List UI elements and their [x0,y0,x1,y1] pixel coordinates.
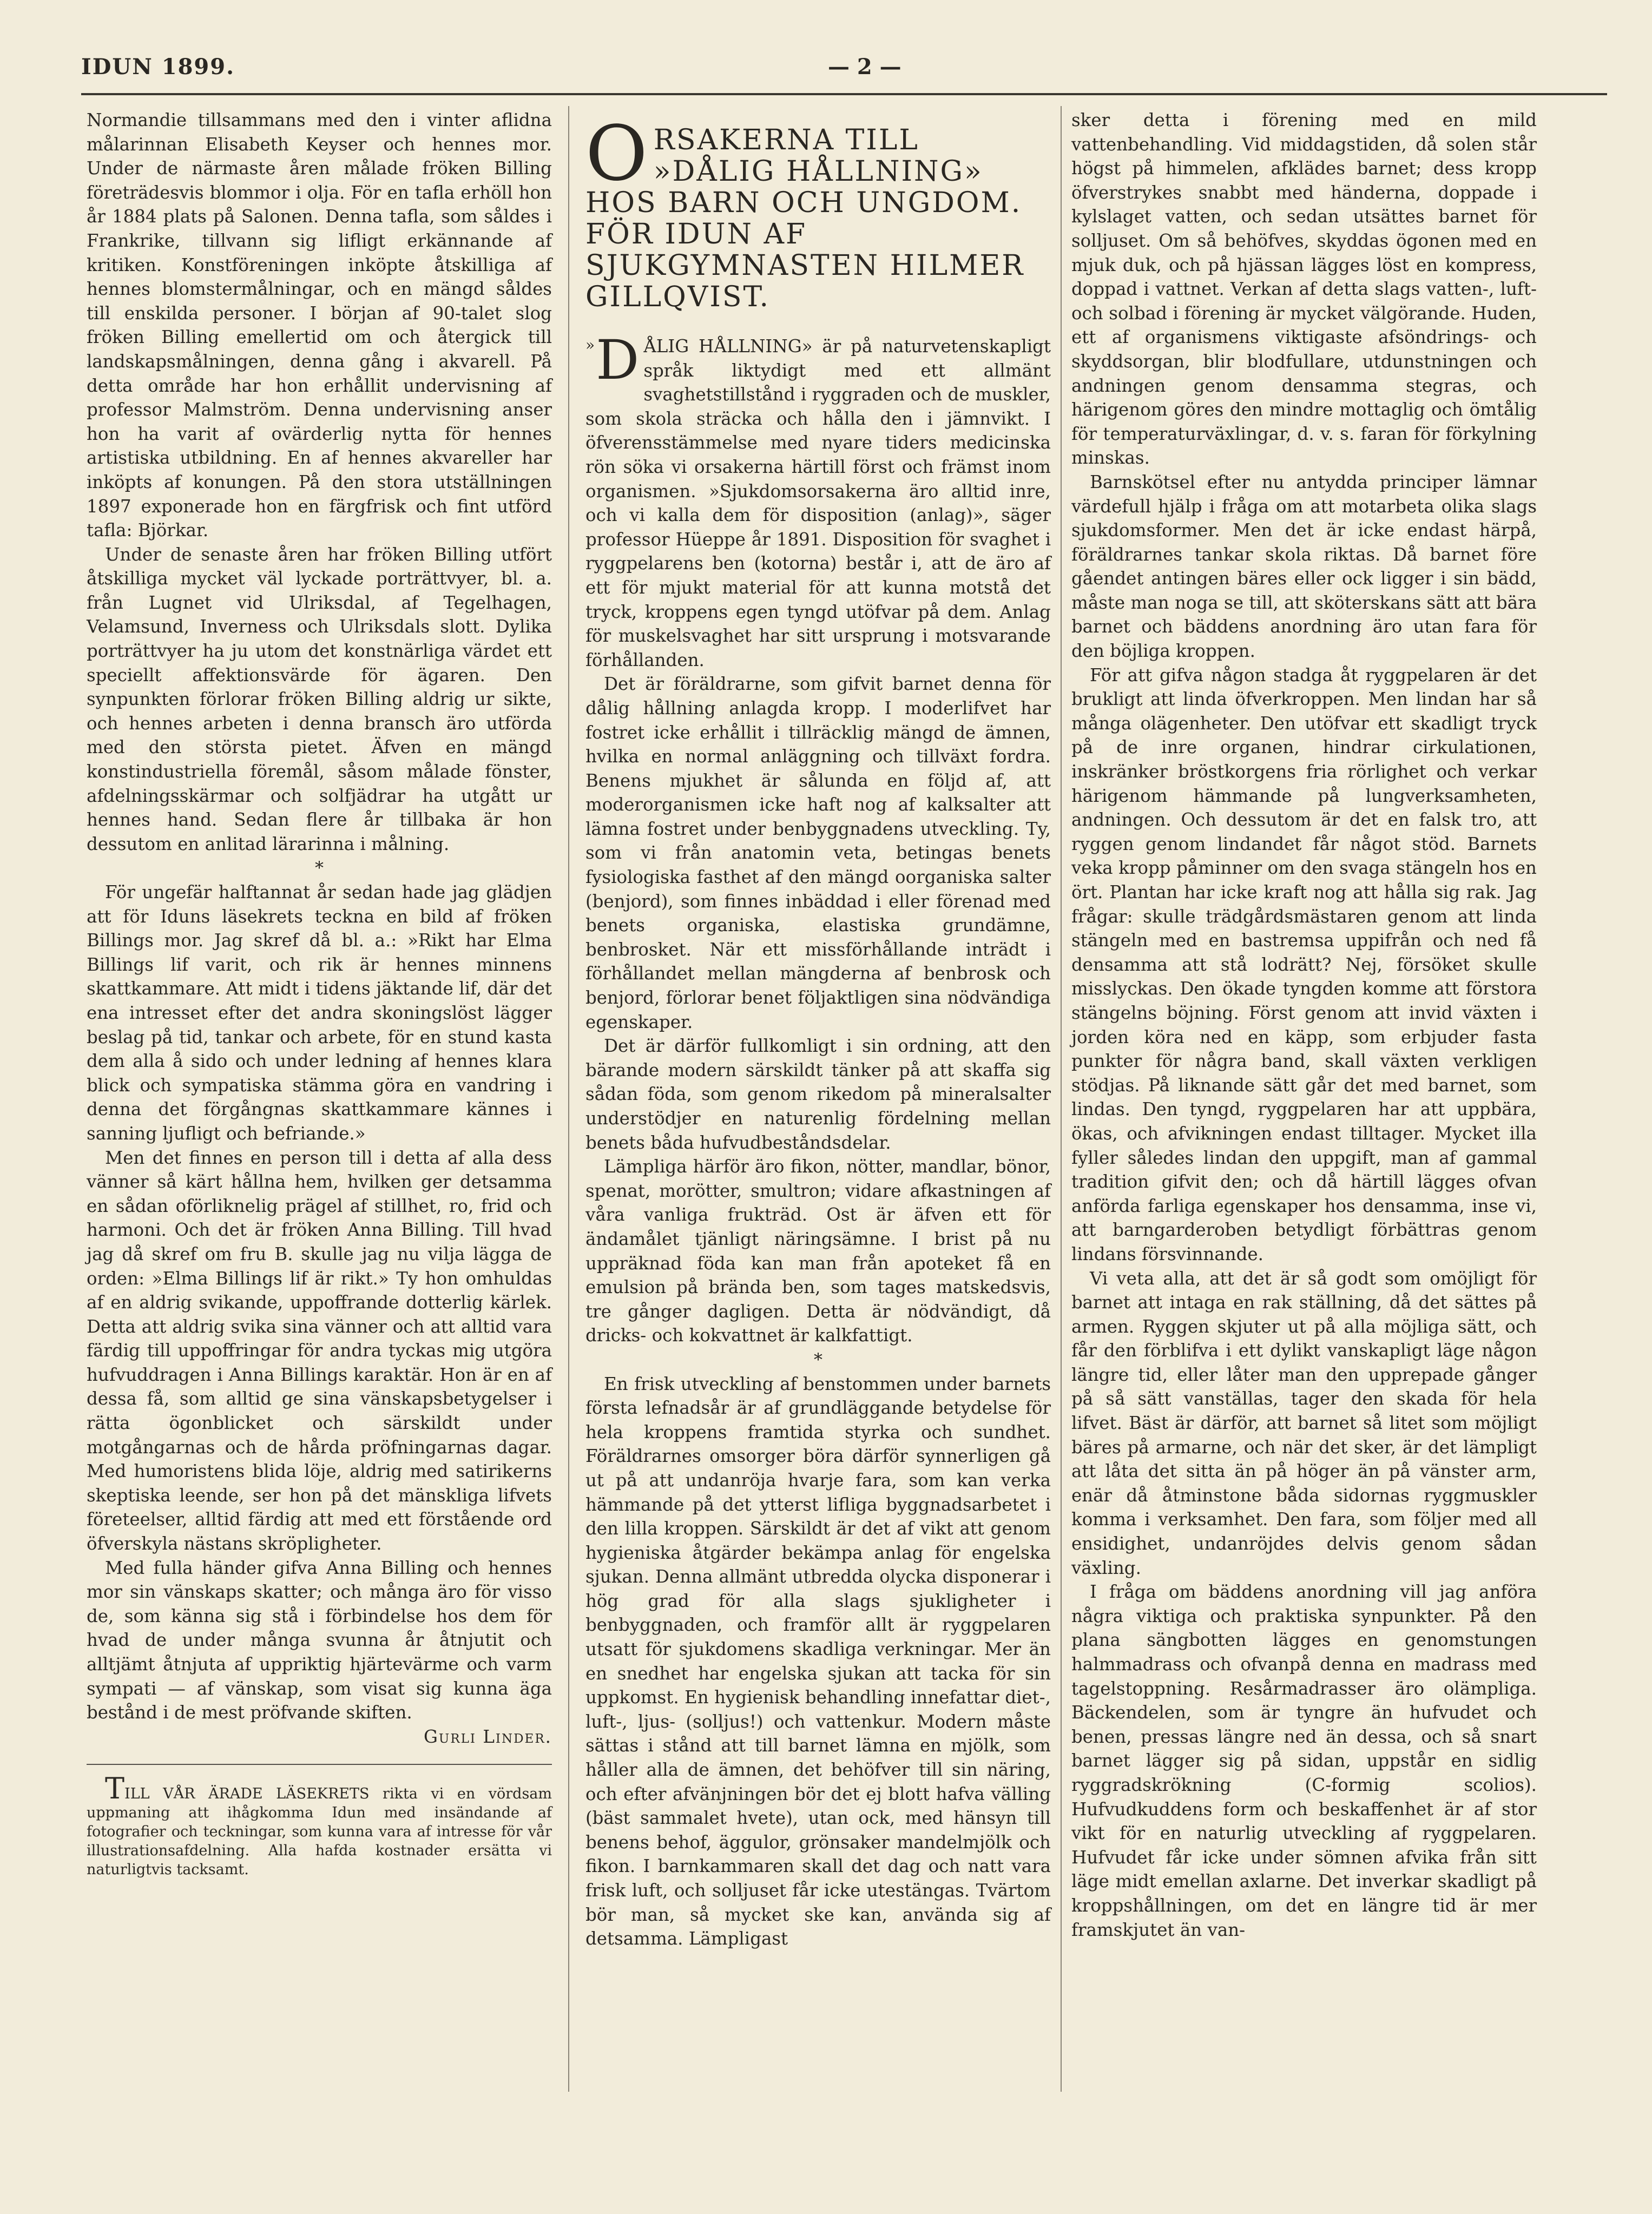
paragraph: Vi veta alla, att det är så godt som omöjligt för barnet att intaga en rak ställning, då det sättes på armen. Ryggen skjuter ut på alla möjliga sätt, och får den förblifva i ett dylikt vanskapligt läge någon längre tid, eller låter man den upprepade gånger på så sätt vanställas, tager den skada för hela lifvet. Bäst är därför, att barnet så litet som möjligt bäres på armarne, och när det sker, är det lämpligt att låta det sitta än på höger än på vänster arm, enär då åtminstone båda sidornas ryggmuskler komma i verksamhet. Den fara, som följer med all ensidighet, undanröjdes delvis genom sådan växling. [1071,1268,1537,1578]
divider [87,1764,552,1765]
paragraph: För ungefär halftannat år sedan hade jag glädjen att för Iduns läsekrets teckna en bild af fröken Billings mor. Jag skref då bl. a.: »Rikt har Elma Billings lif varit, och rik är hennes minnens skattkammare. Att midt i tidens jäktande lif, där det ena intresset efter det andra skoningslöst lägger beslag på tid, tankar och arbete, för en stund kasta dem alla å sido och under ledning af hennes klara blick och sympatiska stämma göra en vandring i denna det förgångnas skattkammare kännes i sanning ljufligt och befriande.» [87,882,552,1144]
lead-paragraph [585,328,1051,672]
lead-text: ÅLIG HÅLLNING» är på naturvetenskapligt språk liktydigt med ett allmänt svaghetstillstånd i ryggraden och de muskler, som skola sträcka och hålla den i jämnvikt. I öfverensstämmelse med nyare tiders medicinska rön söka vi orsakerna härtill först och främst inom organismen. »Sjukdomsorsakerna äro alltid inre, och vi kalla dem för disposition (anlag)», säger professor Hüeppe år 1891. Disposition för svaghet i ryggpelarens ben (kotorna) består i, att de äro af ett för mjukt material för att kunna motstå det tryck, kroppens egen tyngd utöfvar på dem. Anlag för muskelsvaghet har sitt ursprung i motsvarande förhållanden. [585,336,1051,670]
column-1 [87,108,552,1879]
title-text: RSAKERNA TILL »DÅLIG HÅLLNING» HOS BARN OCH UNGDOM. FÖR IDUN AF SJUKGYMNASTEN HILMER GILLQVIST. [585,124,1025,313]
paragraph: I fråga om bäddens anordning vill jag anföra några viktiga och praktiska synpunkter. På den plana sängbotten lägges en genomstungen halmmadrass och ofvanpå denna en madrass med tagelstoppning. Resårmadrasser äro olämpliga. Bäckendelen, som är tyngre än hufvudet och benen, pressas längre ned än dessa, och så snart barnet lägger sig på sidan, uppstår en sidlig ryggradskrökning (C-formig scolios). Hufvudkuddens form och beskaffenhet är af stor vikt för en naturlig utveckling af ryggpelaren. Hufvudet får icke under sömnen afvika från sitt läge midt emellan axlarne. Det inverkar skadligt på kroppshållningen, om det en längre tid är mer framskjutet än van- [1071,1582,1537,1940]
lead-quote: » [585,336,595,354]
paragraph: En frisk utveckling af benstommen under barnets första lefnadsår är af grundläggande betydelse för hela kroppens framtida styrka och sundhet. Föräldrarnes omsorger böra därför synnerligen gå ut på att undanröja hvarje fara, som kan verka hämmande på det ytterst lifliga byggnadsarbetet i den lilla kroppen. Särskildt är det af vikt att genom hygieniska åtgärder bekämpa anlag för engelska sjukan. Denna allmänt utbredda olycka disponerar i hög grad för alla slags sjukligheter i benbyggnaden, och framför allt är ryggpelaren utsatt för sjukdomens skadliga verkningar. Mer än en snedhet har engelska sjukan att tacka för sin uppkomst. En hygienisk behandling innefattar diet-, luft-, ljus- (solljus!) och vattenkur. Modern måste sättas i stånd att till barnet lämna en mjölk, som håller alla de ämnen, det behöfver till sin näring, och efter afvänjningen bör det ej blott hafva välling (bäst sammalet hvete), utan ock, med hänsyn till benens behof, äggulor, grönsaker mandelmjölk och fikon. I barnkammaren skall det dag och natt vara frisk luft, och solljuset får icke utestängas. Tvärtom bör man, så mycket ske kan, använda sig af detsamma. Lämpligast [585,1373,1051,1949]
header-rule [81,93,1607,95]
lead-initial: D [596,328,640,392]
magazine-title: IDUN 1899. [81,54,235,80]
column-separator-1 [568,106,569,2092]
page-header [81,54,1607,87]
author-signature: Gurli Linder. [423,1726,552,1747]
paragraph: Det är därför fullkomligt i sin ordning, att den bärande modern särskildt tänker på att skaffa sig sådan föda, som genom rikedom på mineralsalter understödjer en naturenlig fördelning mellan benets båda hufvudbeståndsdelar. [585,1036,1051,1153]
paragraph: Det är föräldrarne, som gifvit barnet denna för dålig hållning anlagda kropp. I moderlifvet har fostret icke erhållit i tillräcklig mängd de ämnen, hvilka en normal anläggning och tillväxt fordra. Benens mjukhet är sålunda en följd af, att moderorganismen icke haft nog af kalksalter att lämna fostret under benbyggnadens utveckling. Ty, som vi från anatomin veta, betingas benets fysiologiska fasthet af den mängd oorganiska salter (benjord), som finnes inbäddad i eller förenad med benets organiska, elastiska grundämne, benbrosket. När ett missförhållande inträdt i förhållandet mellan mängderna af benbrosk och benjord, förlorar benet följaktligen sina nödvändiga egenskaper. [585,674,1051,1032]
page-number: — 2 — [828,54,901,80]
paragraph: För att gifva någon stadga åt ryggpelaren är det brukligt att linda öfverkroppen. Men lindan har så många olägenheter. Den utöfvar ett skadligt tryck på de inre organen, hindrar cirkulationen, inskränker bröstkorgens fria rörlighet och verkar härigenom hämmande på lungverksamheten, andningen. Och dessutom är det en falsk tro, att ryggen genom lindandet får något stöd. Barnets veka kropp påminner om den svaga stängeln hos en ört. Plantan har icke kraft nog att hålla sig rak. Jag frågar: skulle trädgårdsmästaren genom att linda stängeln med en bastremsa uppifrån och ned få densamma att stå lodrätt? Nej, försöket skulle misslyckas. Den ökade tyngden komme att förstora stängelns böjning. Först genom att invid växten i jorden köra ned en käpp, som erbjuder fasta punkter för några band, skall växten verkligen stödjas. På liknande sätt går det med barnet, som lindas. Den tyngd, ryggpelaren har att uppbära, ökas, och afvikningen endast tilltager. Mycket illa fyller således lindan den uppgift, man af gammal tradition gifvit den; och då härtill lägges ofvan anförda farliga egenskaper hos densamma, inse vi, att barngarderoben betydligt förbättras genom lindans försvinnande. [1071,664,1537,1264]
notice-text: ILL VÅR ÄRADE LÄSEKRETS rikta vi en vördsam uppmaning att ihågkomma Idun med insändande af fotografier och teckningar, som kunna vara af intresse för vår illustrationsafdelning. Alla hafda kostnader ersätta vi naturligtvis tacksamt. [87,1785,552,1879]
notice-initial: T [105,1771,125,1806]
paragraph: sker detta i förening med en mild vattenbehandling. Vid middagstiden, då solen står högst på himmelen, afklädes barnet; dess kropp öfverstrykes snabbt med händerna, doppade i kylslaget vatten, och sedan utsättes barnet för solljuset. Om så behöfves, skyddas ögonen med en mjuk duk, och på hjässan lägges löst en kompress, doppad i vattnet. Verkan af detta slags vatten-, luft- och solbad i förening är mycket välgörande. Huden, ett af organismens viktigaste afsöndrings- och skyddsorgan, blir blodfullare, utdunstningen och andningen genom densamma stegras, och härigenom göres den mindre mottaglig och ömtålig för temperaturväxlingar, d. v. s. faran för förkylning minskas. [1071,110,1537,469]
title-initial: O [585,110,649,198]
paragraph: Lämpliga härför äro fikon, nötter, mandlar, bönor, spenat, morötter, smultron; vidare afkastningen af våra vanliga frukträd. Ost är äfven ett för ändamålet tjänligt näringsämne. I brist på nu uppräknad föda kan man från apoteket få en emulsion på brända ben, som tages matskedsvis, tre gånger dagligen. Detta är nödvändigt, då dricks- och kokvattnet är kalkfattigt. [585,1156,1051,1346]
paragraph: Normandie tillsammans med den i vinter aflidna målarinnan Elisabeth Keyser och hennes mor. Under de närmaste åren målade fröken Billing företrädesvis blommor i olja. För en tafla erhöll hon år 1884 plats på Salonen. Denna tafla, som såldes i Frankrike, tillvann sig lifligt erkännande af kritiken. Konstföreningen inköpte åtskilliga af hennes blomstermålningar, och en mängd såldes till enskilda personer. I början af 90-talet slog fröken Billing emellertid om och återgick till landskapsmålningen, denna gång i akvarell. På detta område har hon erhållit undervisning af professor Malmström. Denna undervisning anser hon ha varit af ovärderlig nytta för hennes artistiska utbildning. En af hennes akvareller har inköpts af konungen. På den stora utställningen 1897 exponerade hon en färgfrisk och fint utförd tafla: Björkar. [87,110,552,541]
paragraph: Under de senaste åren har fröken Billing utfört åtskilliga mycket väl lyckade porträttvyer, bl. a. från Lugnet vid Ulriksdal, af Tegelhagen, Velamsund, Inverness och Ulriksdals slott. Dylika porträttvyer ha ju utom det konstnärliga värdet ett speciellt affektionsvärde för ägaren. Den synpunkten förlorar fröken Billing aldrig ur sikte, och hennes arbeten i denna bransch äro utförda med den största pietet. Äfven en mängd konstindustriella föremål, såsom målade fönster, afdelningsskärmar och solfjädrar ha utgått ur hennes hand. Sedan flere år tillbaka är hon dessutom en anlitad lärarinna i målning. [87,544,552,854]
section-separator: * [315,858,324,879]
column-separator-2 [1061,106,1062,2092]
reader-notice [87,1771,552,1879]
paragraph: Barnskötsel efter nu antydda principer lämnar värdefull hjälp i fråga om att motarbeta olika slags sjukdomsformer. Men det är icke endast härpå, föräldrarnes tankar skola riktas. Då barnet före gåendet antingen bäres eller ock ligger i sin bädd, måste man noga se till, att sköterskans sätt att bära barnet och bäddens anordning äro utan fara för den böjliga kroppen. [1071,471,1537,662]
paragraph: Men det finnes en person till i detta af alla dess vänner så kärt hållna hem, hvilken ger detsamma en sådan oförliknelig prägel af stillhet, ro, frid och harmoni. Och det är fröken Anna Billing. Till hvad jag då skref om fru B. skulle jag nu vilja lägga de orden: »Elma Billings lif är rikt.» Ty hon omhuldas af en aldrig svikande, uppoffrande dotterlig kärlek. Detta att aldrig svika sina vänner och att alltid vara färdig till uppoffringar för andra tyckas mig utgöra hufvuddragen i Anna Billings karaktär. Hon är en af dessa få, som alltid ge sina vänskapsbetygelser i rätta ögonblicket och särskildt under motgångarnas och de hårda pröfningarnas dagar. Med humoristens blida löje, aldrig med satirikerns skeptiska leende, ser hon på det mänskliga lifvets företeelser, alltid färdig att med ett förstående ord öfverskyla nästans skröpligheter. [87,1147,552,1554]
paragraph: Med fulla händer gifva Anna Billing och hennes mor sin vänskaps skatter; och många äro för visso de, som känna sig stå i förbindelse hos dem för hvad de under många svunna år åtnjutit och alltjämt åtnjuta af uppriktig hjärtevärme och varm sympati — af vänskap, som visat sig kunna äga bestånd i de mest pröfvande skiften. [87,1557,552,1723]
column-2 [585,108,1051,1951]
article-title [585,110,1051,313]
column-3 [1071,108,1537,1942]
section-separator: * [814,1349,822,1370]
